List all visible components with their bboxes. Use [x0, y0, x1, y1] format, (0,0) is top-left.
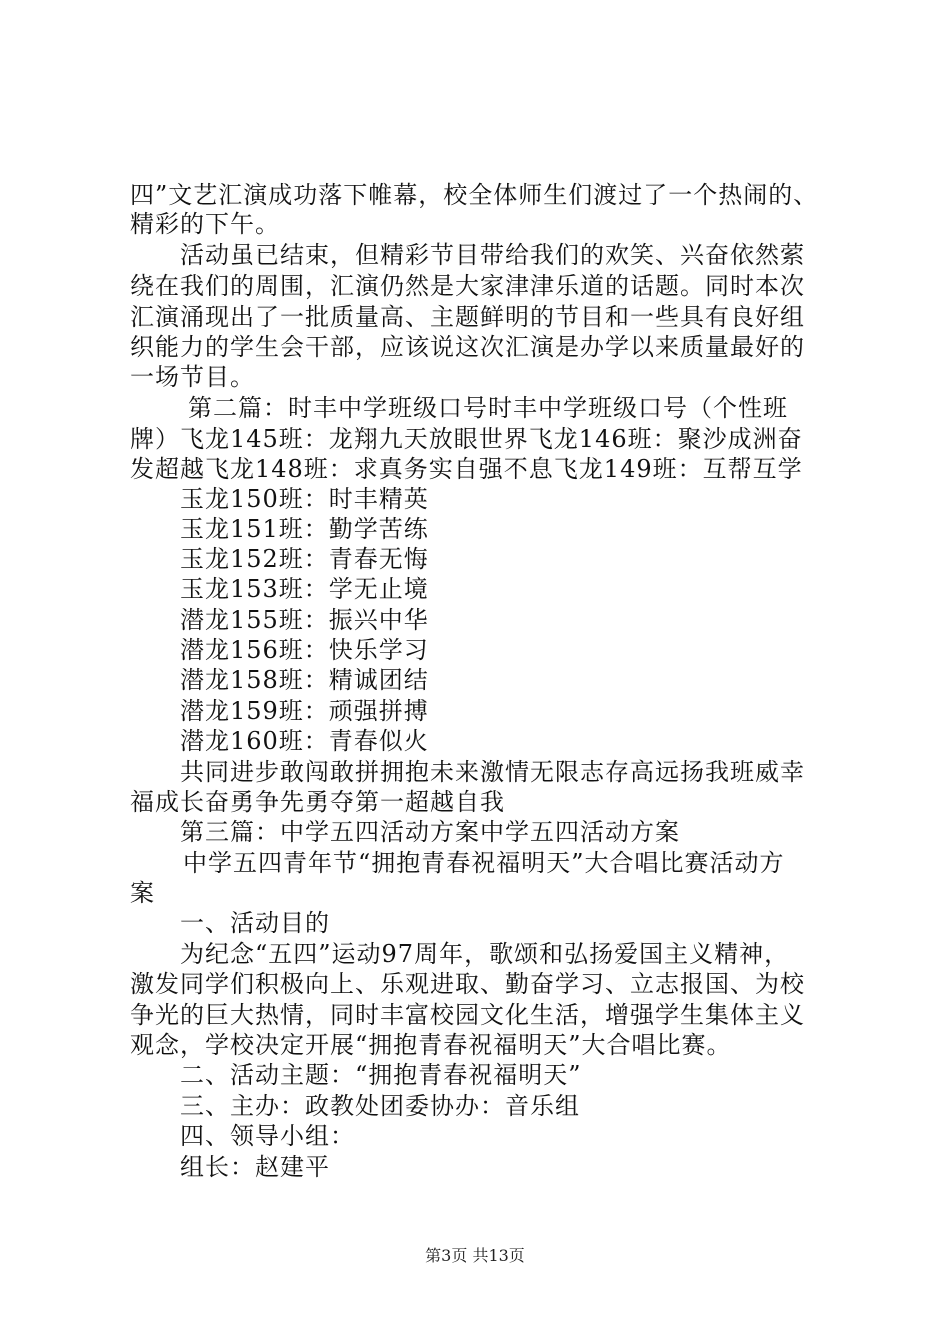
text-line: 观念，学校决定开展“拥抱青春祝福明天”大合唱比赛。: [130, 1031, 732, 1059]
text-line: 第二篇：时丰中学班级口号时丰中学班级口号（个性班: [188, 394, 788, 422]
text-line: 潜龙160班：青春似火: [180, 727, 429, 755]
text-line: 三、主办：政教处团委协办：音乐组: [180, 1092, 580, 1120]
text-line: 玉龙151班：勤学苦练: [180, 515, 429, 543]
text-line: 四、领导小组：: [180, 1122, 355, 1150]
text-line: 激发同学们积极向上、乐观进取、勤奋学习、立志报国、为校: [130, 970, 805, 998]
text-line: 共同进步敢闯敢拼拥抱未来激情无限志存高远扬我班威幸: [180, 758, 805, 786]
text-line: 潜龙156班：快乐学习: [180, 636, 429, 664]
text-line: 一、活动目的: [180, 909, 330, 937]
text-line: 中学五四青年节“拥抱青春祝福明天”大合唱比赛活动方: [183, 849, 785, 877]
text-line: 玉龙153班：学无止境: [180, 575, 429, 603]
text-line: 玉龙150班：时丰精英: [180, 485, 429, 513]
text-line: 织能力的学生会干部，应该说这次汇演是办学以来质量最好的: [130, 333, 805, 361]
text-line: 二、活动主题：“拥抱青春祝福明天”: [180, 1061, 582, 1089]
text-line: 第三篇：中学五四活动方案中学五四活动方案: [180, 818, 680, 846]
text-line: 案: [130, 879, 155, 907]
text-line: 为纪念“五四”运动97周年，歌颂和弘扬爱国主义精神，: [180, 940, 790, 968]
text-line: 潜龙158班：精诚团结: [180, 666, 429, 694]
text-line: 潜龙155班：振兴中华: [180, 606, 429, 634]
text-line: 争光的巨大热情，同时丰富校园文化生活，增强学生集体主义: [130, 1001, 805, 1029]
text-line: 组长：赵建平: [180, 1153, 330, 1181]
text-line: 福成长奋勇争先勇夺第一超越自我: [130, 788, 505, 816]
text-line: 精彩的下午。: [130, 210, 280, 238]
text-line: 牌）飞龙145班：龙翔九天放眼世界飞龙146班：聚沙成洲奋: [130, 425, 803, 453]
text-line: 发超越飞龙148班：求真务实自强不息飞龙149班：互帮互学: [130, 455, 803, 483]
page-footer: 第3页 共13页: [425, 1246, 525, 1265]
text-line: 绕在我们的周围，汇演仍然是大家津津乐道的话题。同时本次: [130, 272, 805, 300]
text-line: 汇演涌现出了一批质量高、主题鲜明的节目和一些具有良好组: [130, 303, 805, 331]
text-line: 活动虽已结束，但精彩节目带给我们的欢笑、兴奋依然萦: [180, 241, 805, 269]
text-line: 玉龙152班：青春无悔: [180, 545, 429, 573]
text-line: 一场节目。: [130, 363, 255, 391]
text-line: 四”文艺汇演成功落下帷幕，校全体师生们渡过了一个热闹的、: [130, 181, 819, 209]
text-line: 潜龙159班：顽强拼搏: [180, 697, 429, 725]
